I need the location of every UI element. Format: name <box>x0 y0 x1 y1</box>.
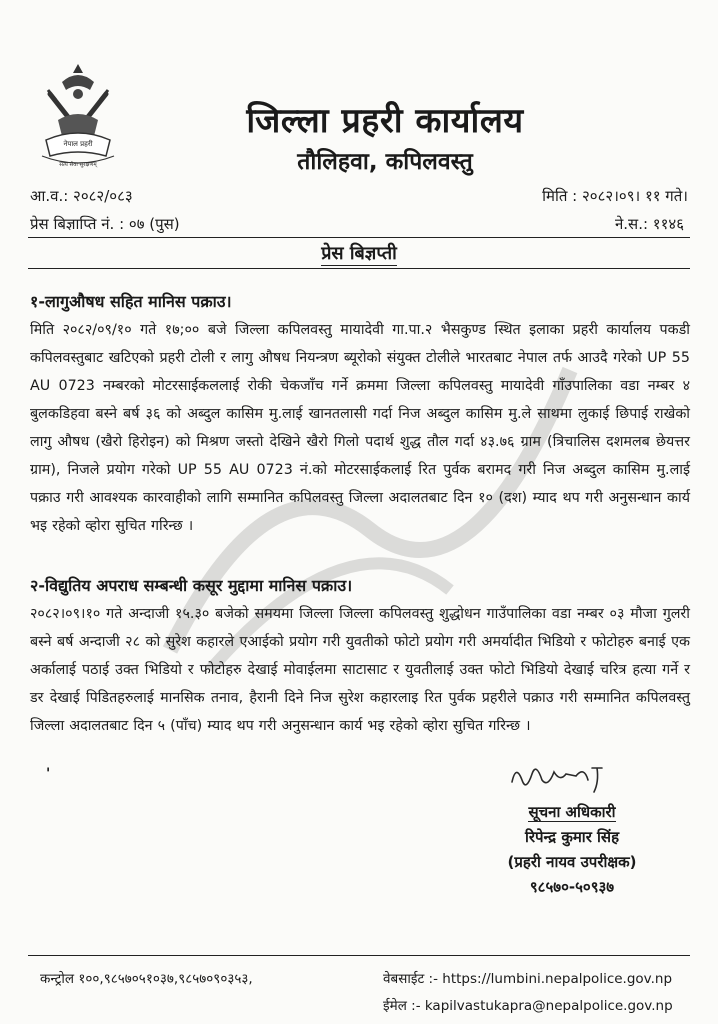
section-1-title: १-लागुऔषध सहित मानिस पक्राउ। <box>30 292 232 311</box>
section-2-body: २०८२।०९।१० गते अन्दाजी १५.३० बजेको समयमा जिल्ला जिल्ला कपिलवस्तु शुद्धोधन गाउँपालिका वडा नम्बर ०३ मौजा गुलरी बस्ने बर्ष अन्दाजी २८ को सुरेश कहारले एआईको प्रयोग गरी युवतीको फोटो प्रयोग गरी अमर्यादीत भिडियो र फोटोहरु बनाई एक अर्कालाई पठाई उक्त भिडियो र फोटोहरु देखाई मोवाईलमा साटासाट र युवतीलाई उक्त फोटो भिडियो देखाई चरित्र हत्या गर्ने र डर देखाई पिडितहरुलाई मानसिक तनाव, हैरानी दिने निज सुरेश कहारलाइ रित पुर्वक प्रहरीले पक्राउ गरी सम्मानित कपिलवस्तु जिल्ला अदालतबाट दिन ५ (पाँच) म्याद थप गरी अनुसन्धान कार्य भइ रहेको व्होरा सुचित गरिन्छ । <box>30 606 690 734</box>
ns-number: ने.स.: ११४६ <box>614 215 684 233</box>
signatory-role <box>472 800 672 825</box>
signatory-rank: (प्रहरी नायव उपरीक्षक) <box>507 853 637 871</box>
press-release-number: प्रेस बिज्ञाप्ति नं. : ०७ (पुस) <box>30 215 180 233</box>
nepal-police-emblem-icon <box>32 60 124 172</box>
stray-mark: ' <box>46 766 51 782</box>
signatory-phone: ९८५७०-५०९३७ <box>529 878 615 896</box>
press-heading <box>0 241 718 265</box>
section-2-title: २-विद्युतिय अपराध सम्बन्धी कसूर मुद्दामा मानिस पक्राउ। <box>30 576 353 595</box>
signature-mark <box>506 752 626 802</box>
signatory-role-text: सूचना अधिकारी <box>528 803 616 821</box>
footer-phone: कन्ट्रोल १००,९८५७०५१०३७,९८५७०९०३५३, <box>40 971 253 987</box>
logo-motto: सत्य सेवा सुरक्षणम् <box>59 162 97 168</box>
divider-top <box>28 237 690 238</box>
org-location: तौलिहवा, कपिलवस्तु <box>297 149 473 175</box>
signature-block <box>472 800 672 900</box>
section-1-body: मिति २०८२/०९/१० गते १७;०० बजे जिल्ला कपिलवस्तु मायादेवी गा.पा.२ भैसकुण्ड स्थित इलाका प्रहरी कार्यालय पकडी कपिलवस्तुबाट खटिएको प्रहरी टोली र लागु औषध नियन्त्रण ब्यूरोको संयुक्त टोलीले भारतबाट नेपाल तर्फ आउदै गरेको UP 55 AU 0723 नम्बरको मोटरसाईकललाई रोकी चेकजाँच गर्ने क्रममा जिल्ला कपिलवस्तु मायादेवी गाँउपालिका वडा नम्बर ४ बुलकडिहवा बस्ने बर्ष ३६ को अब्दुल कासिम मु.लाई खानतलासी गर्दा निज अब्दुल कासिम मु.ले साथमा लुकाई छिपाई राखेको लागु औषध (खैरो हिरोइन) को मिश्रण जस्तो देखिने खैरो गिलो पदार्थ शुद्ध तौल गर्दा ४३.७६ ग्राम (त्रिचालिस दशमलब छेयत्तर ग्राम), निजले प्रयोग गरेको UP 55 AU 0723 नं.को मोटरसाईकलाई रित पुर्वक बरामद गरी निज अब्दुल कासिम मु.लाई पक्राउ गरी आवश्यक कारवाहीको लागि सम्मानित कपिलवस्तु जिल्ला अदालतबाट दिन १० (दश) म्याद थप गरी अनुसन्धान कार्य भइ रहेको व्होरा सुचित गरिन्छ । <box>30 322 690 534</box>
fiscal-year: आ.व.: २०८२/०८३ <box>30 187 133 205</box>
footer-divider <box>28 955 690 956</box>
press-heading-text: प्रेस बिज्ञप्ती <box>321 243 397 264</box>
footer-website: वेबसाईट :- https://lumbini.nepalpolice.gov.np <box>383 971 673 987</box>
divider-bottom <box>28 268 690 269</box>
signatory-name: रिपेन्द्र कुमार सिंह <box>524 828 620 846</box>
logo-text: नेपाल प्रहरी <box>63 140 93 148</box>
org-title: जिल्ला प्रहरी कार्यालय <box>246 101 524 141</box>
footer-email: ईमेल :- kapilvastukapra@nepalpolice.gov.np <box>383 998 673 1014</box>
release-date: मिति : २०८२।०९। ११ गते। <box>542 187 688 205</box>
